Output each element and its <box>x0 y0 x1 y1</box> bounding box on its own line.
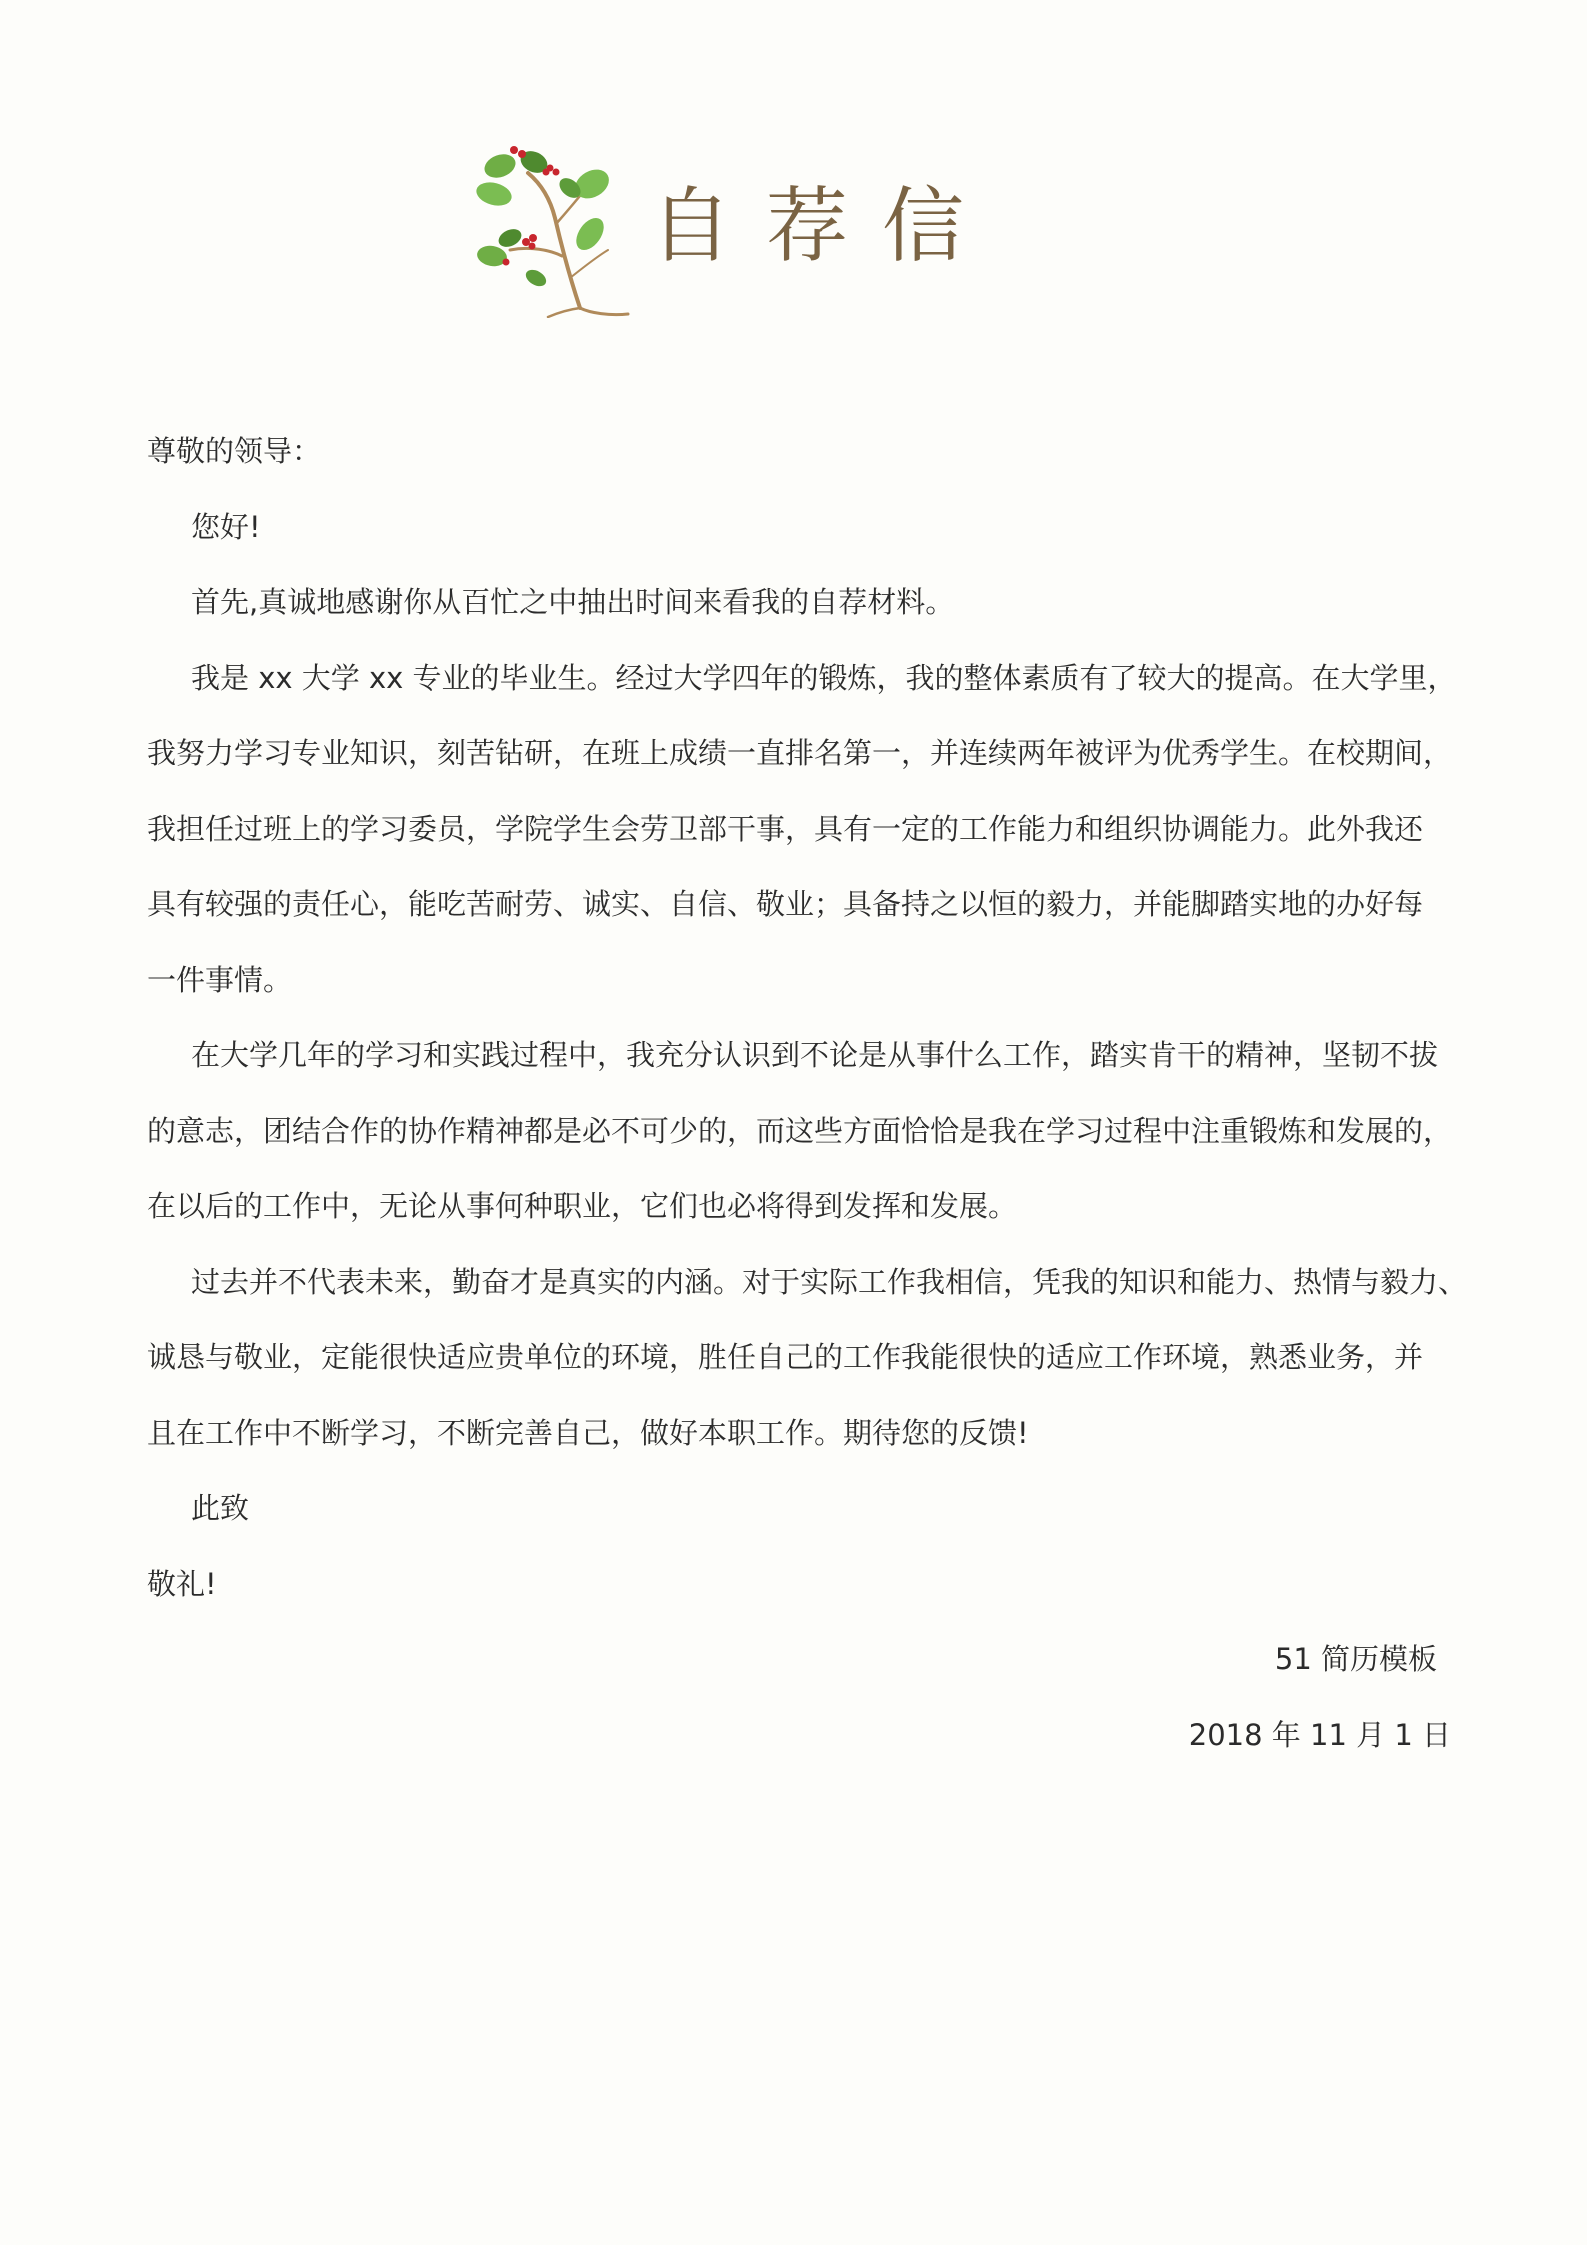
paragraph-line: 我是 xx 大学 xx 专业的毕业生。经过大学四年的锻炼，我的整体素质有了较大的提高。在大学里， <box>191 660 1457 695</box>
paragraph-line: 在大学几年的学习和实践过程中，我充分认识到不论是从事什么工作，踏实肯干的精神，坚韧不拔 <box>191 1038 1439 1072</box>
date: 2018 年 11 月 1 日 <box>1188 1717 1451 1752</box>
paragraph-line: 的意志，团结合作的协作精神都是必不可少的，而这些方面恰恰是我在学习过程中注重锻炼和发展的， <box>147 1113 1453 1148</box>
paragraph-line: 过去并不代表未来，勤奋才是真实的内涵。对于实际工作我相信，凭我的知识和能力、热情与毅力、 <box>191 1264 1468 1299</box>
letter-body <box>147 414 1468 1773</box>
paragraph-line: 且在工作中不断学习，不断完善自己，做好本职工作。期待您的反馈! <box>147 1415 1029 1450</box>
leafy-branch-icon <box>470 138 640 318</box>
greeting: 您好! <box>191 509 261 544</box>
letter-title: 自荐信 <box>650 179 999 274</box>
paragraph-line: 具有较强的责任心，能吃苦耐劳、诚实、自信、敬业；具备持之以恒的毅力，并能脚踏实地的办好每 <box>147 887 1424 921</box>
regards: 敬礼! <box>147 1566 217 1601</box>
paragraph-line: 我担任过班上的学习委员，学院学生会劳卫部干事，具有一定的工作能力和组织协调能力。此外我还 <box>147 811 1424 846</box>
paragraph-line: 首先,真诚地感谢你从百忙之中抽出时间来看我的自荐材料。 <box>191 585 955 619</box>
closing: 此致 <box>191 1491 250 1525</box>
paragraph-line: 我努力学习专业知识，刻苦钻研，在班上成绩一直排名第一，并连续两年被评为优秀学生。在校期间， <box>147 736 1453 770</box>
paragraph-line: 在以后的工作中，无论从事何种职业，它们也必将得到发挥和发展。 <box>147 1189 1018 1223</box>
letter-header <box>470 138 999 318</box>
signature: 51 简历模板 <box>1274 1642 1437 1676</box>
salutation: 尊敬的领导： <box>147 434 322 468</box>
paragraph-line: 诚恳与敬业，定能很快适应贵单位的环境，胜任自己的工作我能很快的适应工作环境，熟悉业务，并 <box>147 1340 1424 1374</box>
paragraph-line: 一件事情。 <box>147 962 293 997</box>
